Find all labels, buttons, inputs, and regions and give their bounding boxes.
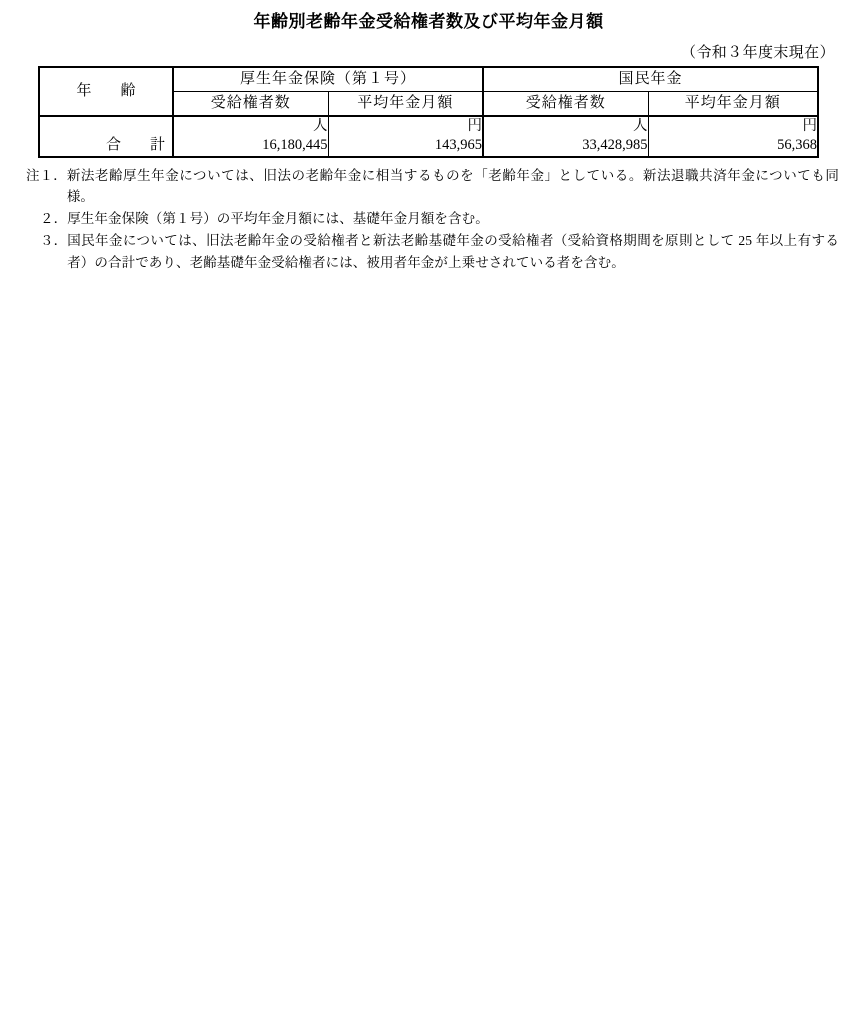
total-kokumin-average: 56,368 bbox=[648, 135, 818, 157]
table-body bbox=[39, 116, 818, 157]
header-row-scheme bbox=[39, 67, 818, 92]
total-kosei-average: 143,965 bbox=[328, 135, 483, 157]
footnote-1 bbox=[26, 165, 839, 209]
footnotes bbox=[0, 165, 857, 274]
total-kokumin-recipients: 33,428,985 bbox=[483, 135, 648, 157]
page-title: 年齢別老齢年金受給権者数及び平均年金月額 bbox=[253, 12, 604, 32]
footnote-3-text: 国民年金については、旧法老齢年金の受給権者と新法老齢基礎年金の受給権者（受給資格期間を原則として 25 年以上有する者）の合計であり、老齢基礎年金受給権者には、被用者年金が上乗せされている者を含む。 bbox=[67, 233, 839, 270]
header-age: 年 齢 bbox=[39, 67, 173, 116]
total-kosei-recipients: 16,180,445 bbox=[173, 135, 328, 157]
table-row-total bbox=[39, 135, 818, 157]
footnote-3 bbox=[26, 230, 839, 274]
header-kokumin-average: 平均年金月額 bbox=[648, 92, 818, 117]
footnote-1-text: 新法老齢厚生年金については、旧法の老齢年金に相当するものを「老齢年金」としている。新法退職共済年金についても同様。 bbox=[66, 167, 839, 205]
unit-kokumin-recipients: 人 bbox=[483, 116, 648, 135]
pension-table bbox=[38, 66, 819, 158]
header-kosei-recipients: 受給権者数 bbox=[173, 92, 328, 117]
header-scheme-kosei: 厚生年金保険（第１号） bbox=[173, 67, 483, 92]
unit-kosei-recipients: 人 bbox=[173, 116, 328, 135]
footnote-3-marker: ３． bbox=[40, 233, 68, 249]
footnote-2-marker: ２． bbox=[40, 211, 68, 227]
table-head bbox=[39, 67, 818, 116]
row-label-total: 合 計 bbox=[39, 135, 173, 157]
unit-kokumin-average: 円 bbox=[648, 116, 818, 135]
unit-row bbox=[39, 116, 818, 135]
header-kokumin-recipients: 受給権者数 bbox=[483, 92, 648, 117]
header-scheme-kokumin: 国民年金 bbox=[483, 67, 818, 92]
header-kosei-average: 平均年金月額 bbox=[328, 92, 483, 117]
footnote-1-marker: 注１． bbox=[26, 167, 67, 183]
as-of-date: （令和３年度末現在） bbox=[680, 45, 835, 61]
unit-age-blank bbox=[39, 116, 173, 135]
footnote-2 bbox=[26, 208, 839, 230]
pension-table-container bbox=[38, 66, 819, 158]
unit-kosei-average: 円 bbox=[328, 116, 483, 135]
footnote-2-text: 厚生年金保険（第１号）の平均年金月額には、基礎年金月額を含む。 bbox=[67, 211, 489, 227]
